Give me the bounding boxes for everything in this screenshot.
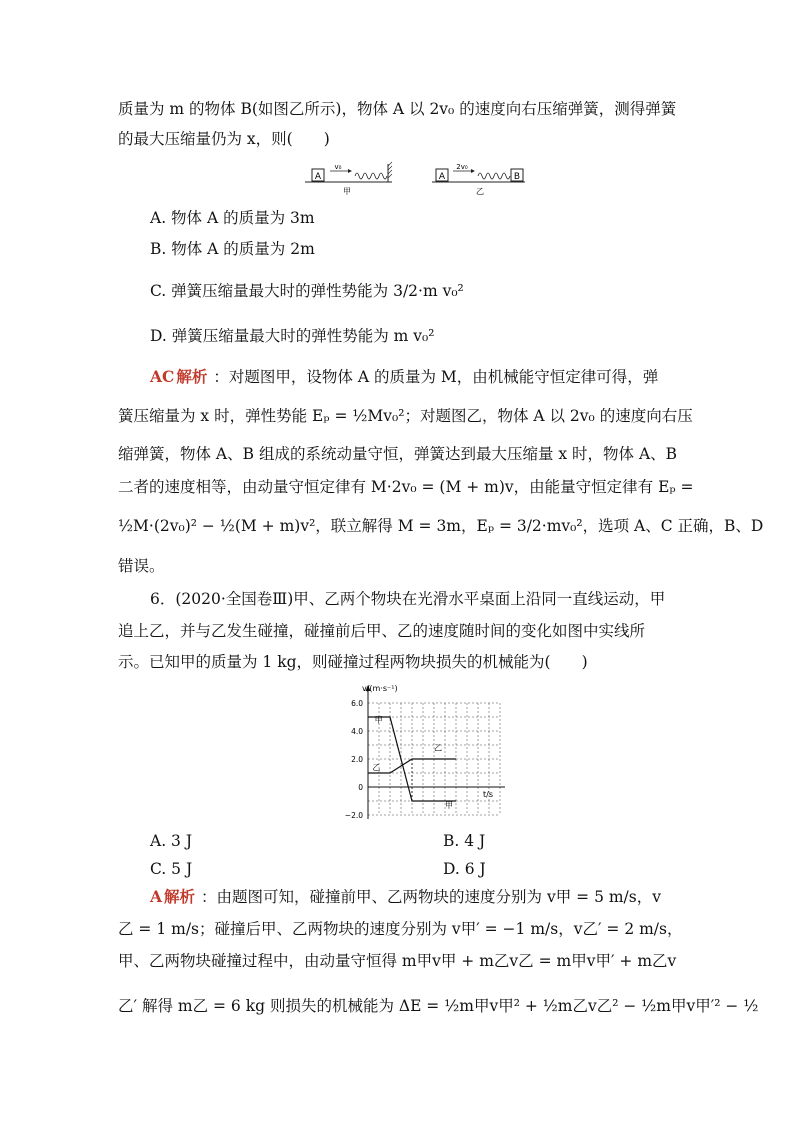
jia-velocity-label: v₀ <box>334 163 342 171</box>
figure-yi <box>432 163 525 196</box>
jia-caption: 甲 <box>343 187 351 196</box>
q5-answer: AC <box>150 367 175 386</box>
q5-stem-line1: 质量为 m 的物体 B(如图乙所示)，物体 A 以 2v₀ 的速度向右压缩弹簧，测得弹簧 <box>118 100 677 118</box>
spring-figures <box>300 160 530 198</box>
series-label-yi: 乙 <box>372 763 381 773</box>
y-tick-label: 6.0 <box>351 699 363 708</box>
yi-block-a-label: A <box>438 172 446 182</box>
series-label-jia: 甲 <box>374 715 383 725</box>
q6-analysis-label: 解析 <box>164 887 196 906</box>
yi-block-b-label: B <box>513 172 521 182</box>
q5-analysis-text: ：对题图甲，设物体 A 的质量为 M，由机械能守恒定律可得，弹 <box>213 368 659 386</box>
q6-stem-line3: 示。已知甲的质量为 1 kg，则碰撞过程两物块损失的机械能为( ) <box>118 653 588 671</box>
chart-lines <box>368 716 456 810</box>
q6-analysis-line2: 乙 = 1 m/s；碰撞后甲、乙两物块的速度分别为 v甲′ = −1 m/s，v乙′ = 2 m/s， <box>118 920 683 938</box>
q5-analysis-line6: 错误。 <box>118 557 165 575</box>
y-tick-label: 4.0 <box>351 727 363 736</box>
q6-answer: A <box>150 887 163 906</box>
chart-ticks <box>345 699 363 820</box>
q6-analysis-line1 <box>150 886 710 908</box>
q5-option-c: C. 弹簧压缩量最大时的弹性势能为 3/2·m v₀² <box>150 282 464 300</box>
yi-caption: 乙 <box>476 187 484 196</box>
q5-analysis-label: 解析 <box>176 367 208 386</box>
q6-analysis-line4: 乙′ 解得 m乙 = 6 kg 则损失的机械能为 ΔE = ½m甲v甲² + ½m乙v乙² − ½m甲v甲′² − ½ <box>118 997 759 1015</box>
q6-analysis-text: ：由题图可知，碰撞前甲、乙两物块的速度分别为 v甲 = 5 m/s，v <box>201 888 661 906</box>
series-label-yi-after: 乙 <box>434 743 442 753</box>
y-tick-label: −2.0 <box>344 811 363 820</box>
q5-analysis-line2: 簧压缩量为 x 时，弹性势能 Eₚ = ½Mv₀²；对题图乙，物体 A 以 2v₀ 的速度向右压 <box>118 407 693 425</box>
q5-option-d: D. 弹簧压缩量最大时的弹性势能为 m v₀² <box>150 327 435 345</box>
y-tick-label: 0 <box>358 783 363 792</box>
figure-jia <box>305 162 392 196</box>
q6-stem-line1: 6．(2020·全国卷Ⅲ)甲、乙两个物块在光滑水平桌面上沿同一直线运动，甲 <box>150 590 666 608</box>
q5-stem-line2: 的最大压缩量仍为 x，则( ) <box>118 130 330 148</box>
q6-option-b: B. 4 J <box>443 832 486 850</box>
q6-option-c: C. 5 J <box>150 860 193 878</box>
series-line-yi <box>368 759 456 773</box>
velocity-time-chart <box>330 682 505 822</box>
q5-option-a: A. 物体 A 的质量为 3m <box>150 209 315 227</box>
q5-analysis-line4: 二者的速度相等，由动量守恒定律有 M·2v₀ = (M + m)v，由能量守恒定律有 Eₚ = <box>118 478 694 496</box>
q6-option-d: D. 6 J <box>443 860 486 878</box>
chart-y-axis-label: v/(m·s⁻¹) <box>362 684 398 693</box>
q6-option-a: A. 3 J <box>150 832 193 850</box>
q5-option-b: B. 物体 A 的质量为 2m <box>150 240 315 258</box>
y-tick-label: 2.0 <box>351 755 363 764</box>
series-label-jia-after: 甲 <box>445 801 453 810</box>
q5-analysis-line5: ½M·(2v₀)² − ½(M + m)v²，联立解得 M = 3m，Eₚ = 3/2·mv₀²，选项 A、C 正确，B、D <box>118 517 764 535</box>
q6-stem-line2: 追上乙，并与乙发生碰撞，碰撞前后甲、乙的速度随时间的变化如图中实线所 <box>118 622 646 640</box>
q5-analysis-line3: 缩弹簧，物体 A、B 组成的系统动量守恒，弹簧达到最大压缩量 x 时，物体 A、B <box>118 445 678 463</box>
jia-block-label: A <box>314 172 322 182</box>
yi-velocity-label: 2v₀ <box>456 163 468 171</box>
q5-analysis-line1 <box>150 366 710 388</box>
q6-analysis-line3: 甲、乙两物块碰撞过程中，由动量守恒得 m甲v甲 + m乙v乙 = m甲v甲′ + m乙v <box>118 952 677 970</box>
chart-x-axis-label: t/s <box>483 790 493 799</box>
